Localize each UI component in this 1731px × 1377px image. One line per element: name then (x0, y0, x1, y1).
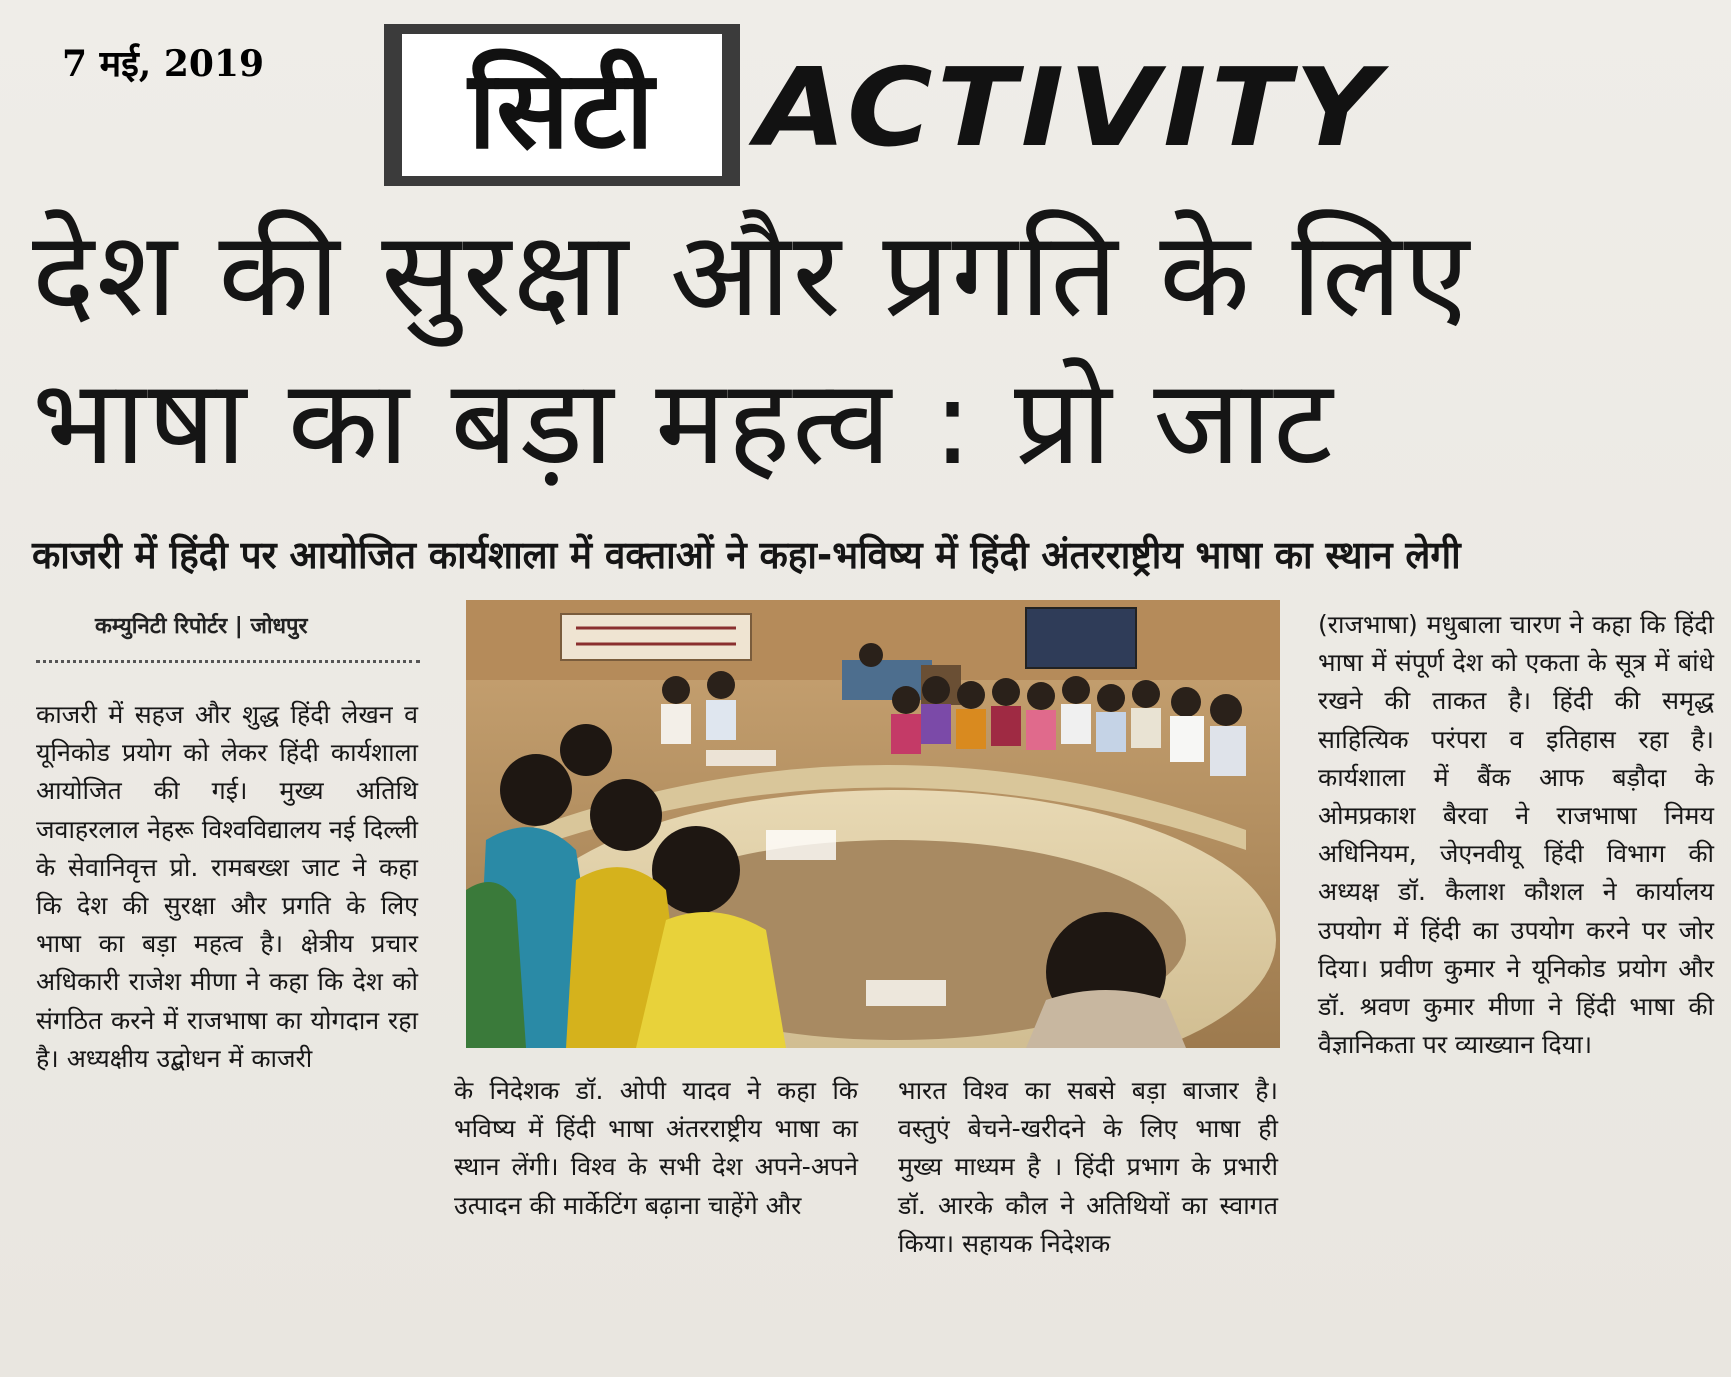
byline-divider (36, 660, 420, 663)
article-column-1 (36, 696, 418, 1078)
headline-line-2: भाषा का बड़ा महत्व : प्रो जाट (32, 353, 1335, 491)
masthead-english: ACTIVITY (756, 46, 1384, 171)
column-4-text: (राजभाषा) मधुबाला चारण ने कहा कि हिंदी भाषा में संपूर्ण देश को एकता के सूत्र में बांधे रखने की ताकत है। हिंदी की समृद्ध साहित्यिक परंपरा व इतिहास रहा है। कार्यशाला में बैंक आफ बड़ौदा के ओमप्रकाश बैरवा ने राजभाषा निमय अधिनियम, जेएनवीयू हिंदी विभाग की अध्यक्ष डॉ. कैलाश कौशल ने कार्यालय उपयोग में हिंदी का उपयोग करने पर जोर दिया। प्रवीण कुमार ने यूनिकोड प्रयोग और डॉ. श्रवण कुमार मीणा ने हिंदी भाषा की वैज्ञानिकता पर व्याख्यान दिया। (1318, 610, 1714, 1060)
column-3-text: भारत विश्व का सबसे बड़ा बाजार है। वस्तुएं बेचने-खरीदने के लिए भाषा ही मुख्य माध्यम है । हिंदी प्रभाग के प्रभारी डॉ. आरके कौल ने अतिथियों का स्वागत किया। सहायक निदेशक (898, 1076, 1278, 1258)
masthead-hindi: सिटी (402, 34, 722, 176)
conference-room-illustration (466, 600, 1280, 1048)
article-column-4 (1318, 606, 1714, 1064)
column-2-text: के निदेशक डॉ. ओपी यादव ने कहा कि भविष्य में हिंदी भाषा अंतरराष्ट्रीय भाषा का स्थान लेंगी। विश्व के सभी देश अपने-अपने उत्पादन की मार्केटिंग बढ़ाना चाहेंगे और (454, 1076, 858, 1220)
byline: कम्युनिटी रिपोर्टर | जोधपुर (95, 614, 308, 639)
headline (32, 200, 1712, 496)
article-column-2 (454, 1072, 858, 1225)
article-column-3 (898, 1072, 1278, 1263)
publication-date: 7 मई, 2019 (62, 43, 265, 85)
subheadline: काजरी में हिंदी पर आयोजित कार्यशाला में वक्ताओं ने कहा-भविष्य में हिंदी अंतरराष्ट्रीय भाषा का स्थान लेगी (32, 533, 1461, 577)
headline-line-1: देश की सुरक्षा और प्रगति के लिए (32, 205, 1472, 343)
masthead-box (384, 24, 740, 186)
column-1-text: काजरी में सहज और शुद्ध हिंदी लेखन व यूनिकोड प्रयोग को लेकर हिंदी कार्यशाला आयोजित की गई। मुख्य अतिथि जवाहरलाल नेहरू विश्वविद्यालय नई दिल्ली के सेवानिवृत्त प्रो. रामबख्श जाट ने कहा कि देश की सुरक्षा और प्रगति के लिए भाषा का बड़ा महत्व है। क्षेत्रीय प्रचार अधिकारी राजेश मीणा ने कहा कि देश को संगठित करने में राजभाषा का योगदान रहा है। अध्यक्षीय उद्बोधन में काजरी (36, 700, 418, 1073)
workshop-photo (466, 600, 1280, 1048)
section-masthead (384, 24, 1384, 186)
